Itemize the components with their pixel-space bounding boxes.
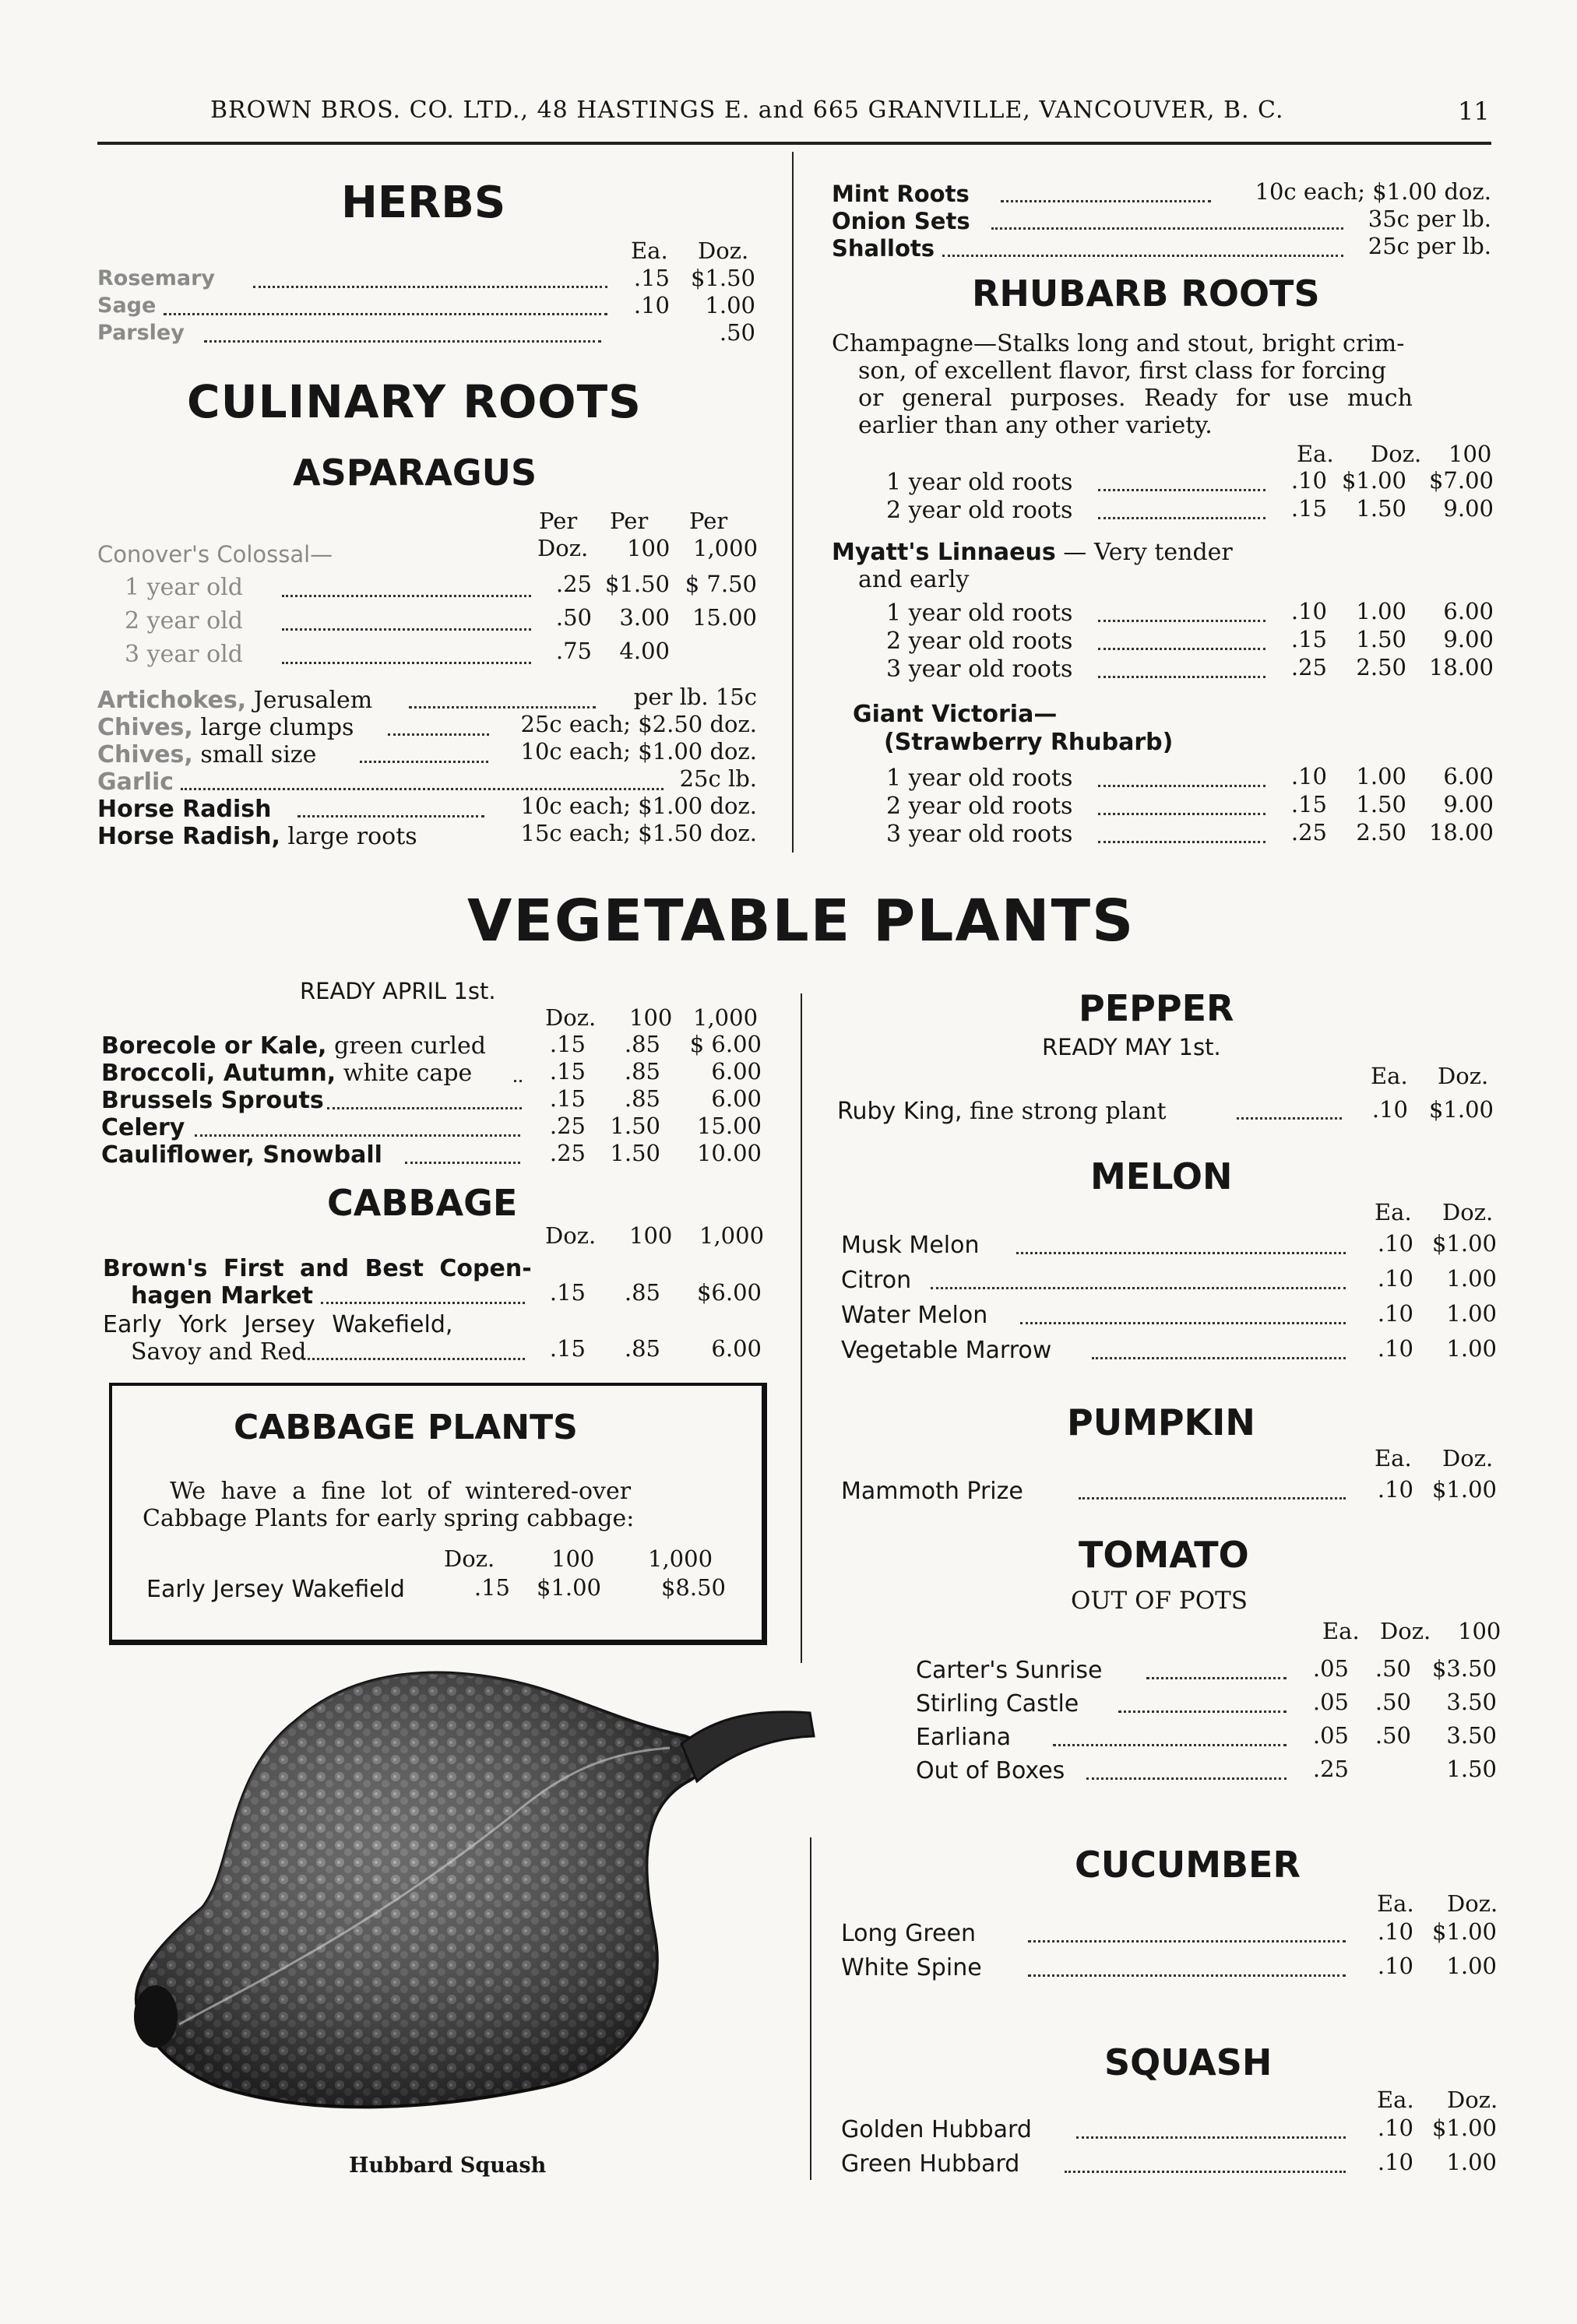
- list-item: 2 year old roots: [886, 793, 1073, 820]
- price: $1.00: [1428, 1096, 1494, 1123]
- list-item: [97, 796, 271, 823]
- price: 1.00: [1446, 1265, 1497, 1292]
- price: 10c each; $1.00 doz.: [520, 793, 757, 819]
- price: 25c per lb.: [1368, 233, 1491, 259]
- ready-april: READY APRIL 1st.: [300, 978, 496, 1004]
- price: $ 6.00: [689, 1031, 762, 1057]
- price: .05: [1312, 1689, 1349, 1715]
- price: 10c each; $1.00 doz.: [520, 738, 757, 765]
- list-item: White Spine: [841, 1954, 982, 1981]
- list-item: 3 year old: [125, 641, 243, 668]
- melon-col: Doz.: [1442, 1199, 1494, 1225]
- price: .10: [1377, 1265, 1413, 1292]
- item-desc: green curled: [326, 1032, 486, 1060]
- price: .75: [555, 638, 592, 664]
- column-divider-bottom: [801, 993, 802, 1663]
- price: $1.00: [536, 1574, 601, 1601]
- cabbage-item-1: Brown's First and Best Copen-: [103, 1255, 532, 1282]
- price: 18.00: [1428, 654, 1494, 680]
- price: .50: [1375, 1689, 1411, 1715]
- price: $1.50: [604, 571, 670, 597]
- item-desc: small size: [192, 741, 317, 768]
- list-item: Parsley: [97, 321, 185, 345]
- price: .10: [1377, 1335, 1413, 1362]
- price: 6.00: [1443, 598, 1494, 624]
- asparagus-title: ASPARAGUS: [293, 452, 537, 494]
- cabbage-title: CABBAGE: [327, 1182, 518, 1224]
- tomato-col: Doz.: [1380, 1618, 1431, 1644]
- melon-col: Ea.: [1375, 1199, 1412, 1225]
- price: $ 7.50: [685, 571, 757, 597]
- dot-leader: [297, 815, 484, 817]
- dot-leader: [1118, 1710, 1287, 1713]
- item-name: Artichokes,: [97, 687, 247, 714]
- pumpkin-col: Doz.: [1442, 1445, 1494, 1471]
- myatt-title: [832, 539, 1233, 566]
- price: .15: [473, 1574, 510, 1601]
- cabbage-plants-desc: Cabbage Plants for early spring cabbage:: [143, 1505, 635, 1532]
- price: $7.00: [1428, 467, 1494, 494]
- giant-sub: (Strawberry Rhubarb): [884, 729, 1174, 756]
- cabbage-plants-col: 100: [551, 1545, 595, 1572]
- price: .15: [549, 1031, 586, 1057]
- price: 15c each; $1.50 doz.: [520, 820, 757, 846]
- item-name: Celery: [101, 1114, 185, 1141]
- price: 1.50: [1356, 495, 1406, 522]
- price: 9.00: [1443, 791, 1494, 817]
- price: 4.00: [619, 638, 670, 664]
- culinary-roots-title: CULINARY ROOTS: [187, 375, 642, 428]
- price: .10: [1290, 467, 1327, 494]
- price: 10c each; $1.00 doz.: [1255, 178, 1491, 205]
- price: .15: [549, 1085, 586, 1112]
- dot-leader: [1076, 2136, 1346, 2139]
- price: 3.50: [1446, 1689, 1497, 1715]
- pumpkin-title: PUMPKIN: [1067, 1401, 1255, 1443]
- price: 1.50: [1356, 791, 1406, 817]
- asparagus-col-bottom: 100: [627, 535, 671, 561]
- list-item: Long Green: [841, 1920, 976, 1947]
- cabbage-plants-col: Doz.: [444, 1545, 495, 1572]
- squash-stem: [681, 1712, 814, 1781]
- list-item: Carter's Sunrise: [916, 1657, 1103, 1684]
- list-item: [101, 1087, 324, 1114]
- dot-leader: [164, 313, 607, 315]
- item-name: Chives,: [97, 714, 193, 741]
- cabbage-plants-desc: We have a fine lot of wintered-over: [170, 1478, 632, 1505]
- giant-title: Giant Victoria—: [853, 701, 1058, 728]
- price: 35c per lb.: [1368, 206, 1491, 232]
- price: .15: [1290, 495, 1327, 522]
- squash-col: Ea.: [1377, 2087, 1414, 2113]
- dot-leader: [1098, 813, 1265, 815]
- champagne-desc: [832, 330, 1404, 357]
- list-item: 2 year old: [125, 607, 243, 635]
- tomato-col: Ea.: [1322, 1618, 1360, 1644]
- price: 6.00: [711, 1085, 762, 1112]
- item-name: Broccoli, Autumn,: [101, 1060, 336, 1087]
- asparagus-col-bottom: Doz.: [537, 535, 589, 561]
- list-item: 1 year old roots: [886, 469, 1073, 496]
- item-name: Garlic: [97, 768, 174, 796]
- price: .85: [624, 1085, 660, 1112]
- list-item: Sage: [97, 294, 157, 318]
- price: 18.00: [1428, 819, 1494, 846]
- cabbage-plants-col: 1,000: [648, 1545, 713, 1572]
- vegetable-plants-title: VEGETABLE PLANTS: [467, 888, 1135, 955]
- cucumber-col: Ea.: [1377, 1890, 1414, 1917]
- veg-col: 100: [629, 1004, 673, 1031]
- price: .25: [1290, 819, 1327, 846]
- dot-leader: [1053, 1744, 1287, 1746]
- price: 1.50: [1356, 626, 1406, 652]
- price: 3.00: [619, 604, 670, 631]
- item-name: Cauliflower, Snowball: [101, 1141, 382, 1169]
- price: .05: [1312, 1722, 1349, 1749]
- desc-line: Champagne—Stalks long and stout, bright crim-: [832, 330, 1405, 357]
- cucumber-col: Doz.: [1447, 1890, 1498, 1917]
- dot-leader: [405, 1162, 520, 1164]
- pepper-col: Doz.: [1438, 1063, 1489, 1089]
- dot-leader: [931, 1287, 1346, 1289]
- list-item: Golden Hubbard: [841, 2116, 1032, 2143]
- asparagus-variety: Conover's Colossal—: [97, 541, 333, 568]
- dot-leader: [1020, 1322, 1346, 1324]
- price: .10: [1377, 2149, 1413, 2175]
- price: .10: [1377, 1230, 1413, 1257]
- price: $1.00: [1431, 1476, 1497, 1503]
- asparagus-col-top: Per: [539, 508, 578, 534]
- pumpkin-col: Ea.: [1375, 1445, 1412, 1471]
- price: 15.00: [692, 604, 757, 631]
- price: 6.00: [711, 1058, 762, 1085]
- column-divider-top: [792, 152, 794, 853]
- dot-leader: [1098, 676, 1265, 678]
- tomato-title: TOMATO: [1079, 1534, 1249, 1576]
- list-item: 1 year old roots: [886, 765, 1073, 792]
- item-name: Horse Radish: [97, 796, 272, 823]
- list-item: Water Melon: [841, 1302, 988, 1329]
- veg-col: 1,000: [693, 1004, 759, 1031]
- illustration-caption: Hubbard Squash: [349, 2153, 547, 2178]
- item-desc: large roots: [280, 823, 417, 850]
- price-ea: .10: [633, 292, 670, 318]
- price: .10: [1377, 1953, 1413, 1979]
- price: .15: [549, 1058, 586, 1085]
- dot-leader: [253, 286, 607, 288]
- squash-col: Doz.: [1447, 2087, 1498, 2113]
- pepper-title: PEPPER: [1079, 987, 1234, 1029]
- herbs-col-ea: Ea.: [631, 237, 668, 264]
- item-desc: fine strong plant: [962, 1098, 1167, 1125]
- item-name: Brussels Sprouts: [101, 1087, 324, 1114]
- dot-leader: [1098, 620, 1265, 622]
- price-ea: .15: [633, 265, 670, 291]
- dot-leader: [1098, 648, 1265, 650]
- dot-leader: [1016, 1252, 1346, 1254]
- list-item: Shallots: [832, 235, 935, 262]
- squash-title: SQUASH: [1104, 2041, 1273, 2083]
- price: $6.00: [696, 1279, 762, 1306]
- item-name: Borecole or Kale,: [101, 1032, 327, 1060]
- cabbage-item-1b: hagen Market: [131, 1282, 313, 1310]
- dot-leader: [1098, 785, 1265, 787]
- list-item: 3 year old roots: [886, 656, 1073, 683]
- tomato-col: 100: [1458, 1618, 1501, 1644]
- list-item: 2 year old roots: [886, 497, 1073, 524]
- list-item: Citron: [841, 1267, 912, 1294]
- price: 1.50: [1446, 1756, 1497, 1782]
- price: 1.50: [610, 1140, 660, 1166]
- price: .10: [1290, 598, 1327, 624]
- price: $8.50: [660, 1574, 726, 1601]
- price: $1.00: [1431, 1230, 1497, 1257]
- price: .10: [1377, 2115, 1413, 2141]
- price: 6.00: [1443, 763, 1494, 789]
- list-item: Onion Sets: [832, 208, 970, 234]
- tomato-sub: OUT OF POTS: [1071, 1587, 1248, 1615]
- pepper-col: Ea.: [1371, 1063, 1408, 1089]
- price: 15.00: [696, 1113, 762, 1139]
- myatt-name: Myatt's Linnaeus: [832, 539, 1056, 566]
- rhubarb-col: 100: [1449, 441, 1492, 467]
- list-item: Stirling Castle: [916, 1690, 1079, 1718]
- item-desc: large clumps: [192, 714, 354, 741]
- price: .50: [1375, 1655, 1411, 1682]
- price: .10: [1377, 1476, 1413, 1503]
- price: 9.00: [1443, 495, 1494, 522]
- price: .10: [1290, 763, 1327, 789]
- dot-leader: [297, 1358, 525, 1360]
- item-name: Chives,: [97, 741, 193, 768]
- cabbage-col: Doz.: [545, 1222, 597, 1249]
- list-item: [97, 714, 354, 741]
- item-name: Horse Radish,: [97, 823, 280, 850]
- dot-leader: [1065, 2171, 1346, 2173]
- dot-leader: [1028, 1974, 1346, 1977]
- price: .85: [624, 1335, 660, 1362]
- item-name: Ruby King,: [837, 1098, 963, 1125]
- price: 9.00: [1443, 626, 1494, 652]
- cabbage-plants-item: Early Jersey Wakefield: [146, 1576, 405, 1603]
- cabbage-plants-title: CABBAGE PLANTS: [234, 1408, 578, 1447]
- list-item: Green Hubbard: [841, 2150, 1020, 2178]
- desc-line: or general purposes. Ready for use much: [858, 385, 1413, 412]
- price: 1.00: [1356, 598, 1406, 624]
- list-item: Mammoth Prize: [841, 1478, 1023, 1505]
- dot-leader: [1079, 1497, 1346, 1500]
- price-doz: 1.00: [705, 292, 755, 318]
- price: 25c lb.: [679, 765, 757, 792]
- price: .25: [1290, 654, 1327, 680]
- list-item: [97, 741, 316, 768]
- item-desc: white cape: [336, 1060, 473, 1087]
- price: 1.00: [1446, 1335, 1497, 1362]
- cabbage-item-2b: Savoy and Red: [131, 1338, 307, 1366]
- list-item: Vegetable Marrow: [841, 1337, 1052, 1364]
- dot-leader: [282, 628, 531, 631]
- header-rule: [97, 142, 1491, 145]
- price: 2.50: [1356, 819, 1406, 846]
- rhubarb-col: Doz.: [1371, 441, 1422, 467]
- list-item: 1 year old roots: [886, 599, 1073, 627]
- cabbage-col: 100: [629, 1222, 673, 1249]
- price: .25: [549, 1140, 586, 1166]
- price: 2.50: [1356, 654, 1406, 680]
- pepper-ready: READY MAY 1st.: [1042, 1034, 1221, 1060]
- list-item: 1 year old: [125, 574, 243, 601]
- price: 6.00: [711, 1335, 762, 1362]
- price: .25: [549, 1113, 586, 1139]
- list-item: [837, 1098, 1167, 1125]
- asparagus-col-top: Per: [610, 508, 649, 534]
- price: .15: [1290, 626, 1327, 652]
- dot-leader: [282, 595, 531, 597]
- price: 10.00: [696, 1140, 762, 1166]
- price: .15: [549, 1279, 586, 1306]
- champagne-desc: [858, 385, 1413, 412]
- rhubarb-title: RHUBARB ROOTS: [972, 272, 1320, 315]
- page-number: 11: [1458, 97, 1490, 126]
- price: .25: [1312, 1756, 1349, 1782]
- list-item: Musk Melon: [841, 1232, 980, 1259]
- price: 1.50: [610, 1113, 660, 1139]
- veg-col: Doz.: [545, 1004, 597, 1031]
- champagne-desc: [858, 357, 1386, 385]
- price: $1.00: [1431, 1918, 1497, 1945]
- price-doz: $1.50: [690, 265, 755, 291]
- melon-title: MELON: [1090, 1155, 1233, 1197]
- dot-leader: [204, 340, 601, 343]
- dot-leader: [1098, 517, 1265, 519]
- price: .50: [555, 604, 592, 631]
- list-item: [101, 1032, 486, 1060]
- dot-leader: [1086, 1777, 1287, 1780]
- cabbage-item-2: Early York Jersey Wakefield,: [103, 1311, 453, 1338]
- page-header: BROWN BROS. CO. LTD., 48 HASTINGS E. and 665 GRANVILLE, VANCOUVER, B. C.: [210, 97, 1284, 124]
- dot-leader: [1028, 1940, 1346, 1943]
- herbs-col-doz: Doz.: [698, 237, 749, 264]
- price: 1.00: [1446, 1953, 1497, 1979]
- price: .05: [1312, 1655, 1349, 1682]
- price: .25: [555, 571, 592, 597]
- price: .85: [624, 1031, 660, 1057]
- price: .15: [1290, 791, 1327, 817]
- asparagus-col-bottom: 1,000: [693, 535, 759, 561]
- dot-leader: [1146, 1677, 1287, 1679]
- price: $3.50: [1431, 1655, 1497, 1682]
- myatt-desc: — Very tender: [1055, 539, 1233, 566]
- list-item: [97, 687, 372, 714]
- price: .10: [1377, 1300, 1413, 1327]
- dot-leader: [1237, 1117, 1342, 1120]
- dot-leader: [1092, 1357, 1346, 1359]
- list-item: 3 year old roots: [886, 821, 1073, 848]
- price: $1.00: [1341, 467, 1406, 494]
- list-item: [97, 823, 417, 850]
- dot-leader: [321, 1302, 525, 1304]
- price: .85: [624, 1058, 660, 1085]
- price: 3.50: [1446, 1722, 1497, 1749]
- cucumber-title: CUCUMBER: [1075, 1844, 1301, 1886]
- price-doz: .50: [719, 319, 755, 346]
- price: 25c each; $2.50 doz.: [520, 711, 757, 737]
- list-item: Rosemary: [97, 266, 215, 290]
- price: .10: [1377, 1918, 1413, 1945]
- dot-leader: [195, 1134, 520, 1137]
- dot-leader: [327, 1107, 522, 1109]
- dot-leader: [282, 662, 531, 664]
- list-item: [101, 1060, 472, 1087]
- price: $1.00: [1431, 2115, 1497, 2141]
- price: 1.00: [1356, 763, 1406, 789]
- price: per lb. 15c: [633, 684, 757, 710]
- price: .85: [624, 1279, 660, 1306]
- price: .50: [1375, 1722, 1411, 1749]
- desc-line: son, of excellent flavor, first class for forcing: [858, 357, 1387, 385]
- list-item: 2 year old roots: [886, 628, 1073, 655]
- list-item: [97, 768, 174, 796]
- price: 1.00: [1446, 1300, 1497, 1327]
- cabbage-col: 1,000: [699, 1222, 765, 1249]
- item-desc: Jerusalem: [246, 687, 373, 714]
- price: 1.00: [1446, 2149, 1497, 2175]
- herbs-title: HERBS: [341, 178, 506, 228]
- champagne-desc: [858, 412, 1213, 439]
- list-item: [101, 1114, 185, 1141]
- dot-leader: [514, 1080, 522, 1082]
- myatt-desc2: and early: [858, 566, 970, 593]
- desc-line: earlier than any other variety.: [858, 412, 1213, 439]
- list-item: Out of Boxes: [916, 1757, 1065, 1784]
- list-item: Mint Roots: [832, 181, 970, 207]
- list-item: [101, 1141, 382, 1169]
- price: .10: [1371, 1096, 1408, 1123]
- dot-leader: [1098, 489, 1265, 491]
- rhubarb-col: Ea.: [1297, 441, 1334, 467]
- price: .15: [549, 1335, 586, 1362]
- list-item: Earliana: [916, 1724, 1012, 1751]
- hubbard-squash-illustration: [109, 1651, 857, 2149]
- asparagus-col-top: Per: [689, 508, 728, 534]
- dot-leader: [1098, 841, 1265, 843]
